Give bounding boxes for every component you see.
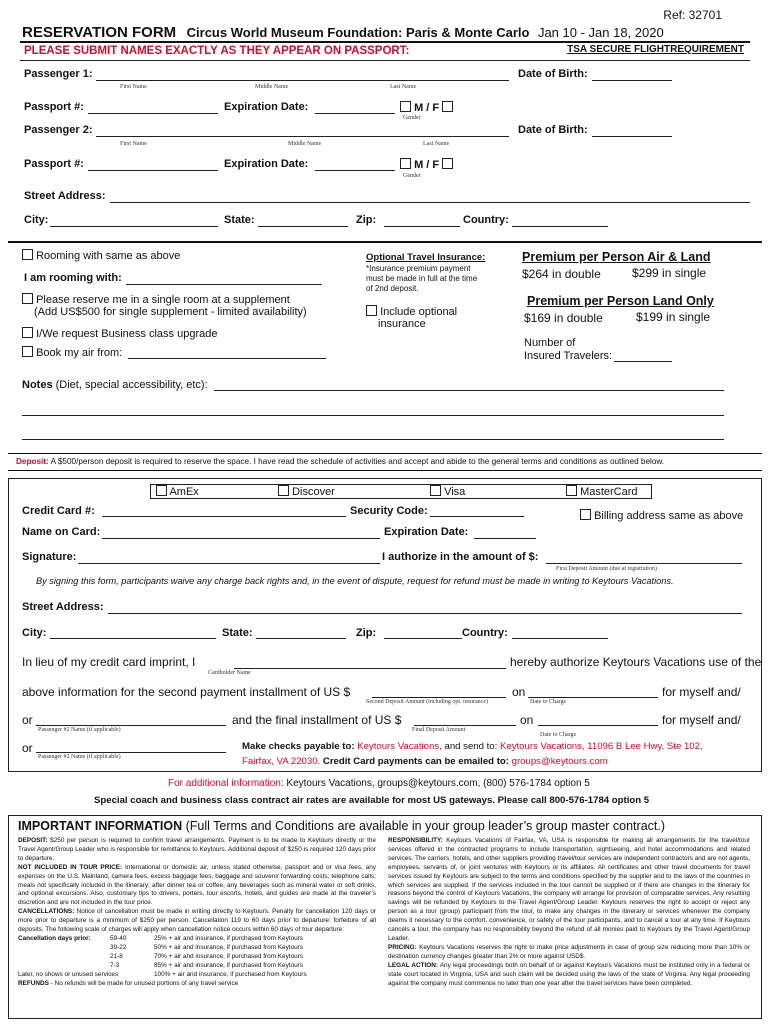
p1-female-checkbox[interactable] <box>442 101 453 112</box>
final-on-label: on <box>520 713 534 727</box>
p2-mf-label: M / F <box>414 159 440 171</box>
passenger2-passport-label: Passport #: <box>24 158 84 170</box>
email-payments-label: Credit Card payments can be emailed to: <box>322 756 509 767</box>
card-visa-option[interactable] <box>430 485 465 498</box>
p1-last-name-caption: Last Name <box>390 84 417 90</box>
passenger1-gender <box>400 101 453 114</box>
security-code-field[interactable] <box>430 516 524 517</box>
cancellations-heading: CANCELLATIONS: <box>18 908 75 916</box>
notes-line-1[interactable] <box>214 390 724 391</box>
single-room-option[interactable] <box>22 293 290 306</box>
card-expiration-field[interactable] <box>474 538 536 539</box>
deposit-label: Deposit: <box>16 457 49 466</box>
passenger2-name-field[interactable] <box>96 136 509 137</box>
card-mastercard-label: MasterCard <box>580 486 638 498</box>
credit-card-field[interactable] <box>102 516 346 517</box>
insurance-note-1: *Insurance premium payment <box>366 264 471 273</box>
form-title-sub: Circus World Museum Foundation: Paris & Monte Carlo <box>186 25 530 40</box>
card-discover-checkbox[interactable] <box>278 485 289 496</box>
notes-hint: (Diet, special accessibility, etc): <box>55 379 208 391</box>
security-code-label: Security Code: <box>350 505 428 517</box>
p2-gender-caption: Gender <box>403 173 421 179</box>
final-payment-date-field[interactable] <box>538 725 658 726</box>
passenger2-dob-field[interactable] <box>592 136 672 137</box>
important-title: IMPORTANT INFORMATION <box>18 819 183 833</box>
deposit-text: A $500/person deposit is required to reserve the space. I have read the schedule of activities and accept and abide to the general terms and conditions as outlined below. <box>50 457 665 466</box>
responsibility-terms: Keytours Vacations of Fairfax, VA, USA is responsible for making all arrangements for the travel/tour services offered in the contracted programs to include transportation, sightseeing, and hotel accommodations and related services. The carriers, hotels, and other suppliers providing travel/tour services are independent contractors and are not agents, employees, servants of, or joint ventures with Keytours or its affiliates. All certificates and other travel documents for travel services issued by Keytours are subject to the terms and conditions specified by the supplier and to the laws of the countries in which services are supplied. If the services included in the tour cannot be supplied or if there are changes in the itinerary for reasons beyond the control of Keytours Vacations, the company will arrange for provision of comparable services. Any resulting savings will be refunded by Keytours to the Travel Agent/Group Leader. Keytours reserves the right to accept or reject any person as a tour (group) participant from the tour, to make any changes in the itinerary or services whenever the company deems it necessary to the comfort, convenience, or safety of the tour participants, and to cancel a tour at any time. If Keytours cancels a tour, the company has no responsibility beyond the refund of all monies paid to Keytours by the Travel Agent/Group Leader. <box>388 837 750 942</box>
cancellation-days-heading: Cancellation days prior: <box>18 934 91 942</box>
single-room-checkbox[interactable] <box>22 293 33 304</box>
important-subtitle: (Full Terms and Conditions are available in your group leader’s group master contract.) <box>185 819 666 833</box>
responsibility-heading: RESPONSIBILITY: <box>388 837 443 844</box>
passenger2-dob-label: Date of Birth: <box>518 124 588 136</box>
street-address-label: Street Address: <box>24 190 106 202</box>
additional-info-text: : Keytours Vacations, groups@keytours.com, (800) 576-1784 option 5 <box>280 778 590 789</box>
insured-travelers-label-1: Number of <box>524 337 576 349</box>
payment-street-field[interactable] <box>108 613 742 614</box>
passenger1-expiration-label: Expiration Date: <box>224 101 309 113</box>
signature-label: Signature: <box>22 551 77 563</box>
include-insurance-label: Include optional <box>380 306 458 318</box>
single-room-label: Please reserve me in a single room at a supplement <box>36 294 290 306</box>
rooming-with-label: I am rooming with: <box>24 272 122 284</box>
name-on-card-label: Name on Card: <box>22 526 101 538</box>
form-title-bold: RESERVATION FORM <box>22 24 177 41</box>
form-title <box>22 24 664 42</box>
checks-payable-label: Make checks payable to: <box>242 741 355 752</box>
book-air-field[interactable] <box>128 358 326 359</box>
street-address-field[interactable] <box>110 202 750 203</box>
passenger1-passport-label: Passport #: <box>24 101 84 113</box>
passenger2-label: Passenger 2: <box>24 124 93 136</box>
payment-country-label: Country: <box>462 627 508 639</box>
cancel-days-3: 7-3 <box>110 961 120 969</box>
notes-line-2[interactable] <box>22 415 724 416</box>
payment-city-field[interactable] <box>50 638 216 639</box>
cancel-days-1: 39-22 <box>110 943 127 951</box>
rooming-same-option[interactable] <box>22 249 180 262</box>
for-myself-label-2: for myself and/ <box>662 713 741 727</box>
passenger2-passport-field[interactable] <box>88 170 218 171</box>
passenger1-dob-label: Date of Birth: <box>518 68 588 80</box>
business-upgrade-label: I/We request Business class upgrade <box>36 328 218 340</box>
pricing-terms: Keytours Vacations reserves the right to make price adjustments in case of group size reducing more than 10% or destination currency changes greater than 2% or more against USD$. <box>388 943 750 960</box>
second-payment-amount-field[interactable] <box>372 697 506 698</box>
book-air-option[interactable] <box>22 346 122 359</box>
p1-middle-name-caption: Middle Name <box>255 84 289 90</box>
p2-middle-name-caption: Middle Name <box>288 141 322 147</box>
card-amex-checkbox[interactable] <box>156 485 167 496</box>
cancel-charge-2: 70% + air and insurance, if purchased from Keytours <box>154 952 304 960</box>
deposit-line <box>16 457 664 466</box>
hereby-label: hereby authorize Keytours Vacations use of the <box>510 655 762 669</box>
passenger1-name-field[interactable] <box>96 80 509 81</box>
card-amex-option[interactable] <box>156 485 199 498</box>
above-info-label: above information for the second payment installment of US $ <box>22 685 351 699</box>
billing-same-label: Billing address same as above <box>594 510 744 522</box>
payment-state-label: State: <box>222 627 253 639</box>
card-mastercard-checkbox[interactable] <box>566 485 577 496</box>
checks-line-2 <box>242 756 608 767</box>
card-visa-label: Visa <box>444 486 466 498</box>
passenger1-passport-field[interactable] <box>88 113 218 114</box>
cardholder-name-field[interactable] <box>234 668 506 669</box>
include-insurance-option[interactable] <box>366 305 457 318</box>
state-field[interactable] <box>258 226 348 227</box>
premium-land-double: $169 in double <box>524 311 603 325</box>
date-to-charge-caption-1: Date to Charge <box>530 699 567 705</box>
cancel-days-2: 21-8 <box>110 952 123 960</box>
final-installment-label: and the final installment of US $ <box>232 713 402 727</box>
additional-info-label: For additional information <box>168 778 281 789</box>
cancel-charge-0: 25% + air and insurance, if purchased from Keytours <box>154 934 304 942</box>
include-insurance-label-2: insurance <box>378 318 426 330</box>
for-myself-label-1: for myself and/ <box>662 685 741 699</box>
email-payments-address[interactable]: groups@keytours.com <box>511 756 608 767</box>
deposit-heading: DEPOSIT: <box>18 837 48 844</box>
passenger2-name-payment-field-2[interactable] <box>36 752 226 753</box>
passenger2-gender <box>400 158 453 171</box>
p1-gender-caption: Gender <box>403 115 421 121</box>
passenger1-expiration-field[interactable] <box>315 113 395 114</box>
credit-card-label: Credit Card #: <box>22 505 95 517</box>
passenger2-caption-1: Passenger #2 Name (if applicable) <box>38 727 121 733</box>
payment-street-label: Street Address: <box>22 601 104 613</box>
final-payment-amount-field[interactable] <box>414 725 516 726</box>
authorize-label: I authorize in the amount of $: <box>382 551 539 563</box>
cancel-days-0: 59-40 <box>110 934 127 942</box>
ref-number: Ref: 32701 <box>663 8 722 22</box>
rooming-same-checkbox[interactable] <box>22 249 33 260</box>
insurance-note-3: of 2nd deposit. <box>366 284 419 293</box>
premium-air-land-title: Premium per Person Air & Land <box>522 250 711 264</box>
notes-label <box>22 379 208 391</box>
zip-field[interactable] <box>384 226 460 227</box>
not-included-heading: NOT INCLUDED IN TOUR PRICE: <box>18 863 123 871</box>
insured-travelers-label-2: Insured Travelers: <box>524 350 613 362</box>
card-discover-option[interactable] <box>278 485 335 498</box>
insured-travelers-field[interactable] <box>614 361 672 362</box>
second-payment-date-field[interactable] <box>528 697 658 698</box>
card-expiration-label: Expiration Date: <box>384 526 469 538</box>
cardholder-caption: Cardholder Name <box>208 670 251 676</box>
deposit-terms: $250 per person is required to confirm travel arrangements. Payment is to be made to Keytours directly or the Travel Agent/Group Leader who is responsible for remittance to Keytours. Additional deposit of $250 is required 120 days prior to departure. <box>18 837 376 862</box>
insurance-title: Optional Travel Insurance: <box>366 252 486 263</box>
p1-first-name-caption: First Name <box>120 84 147 90</box>
payment-section <box>8 478 762 772</box>
authorize-amount-field[interactable] <box>546 563 742 564</box>
p1-mf-label: M / F <box>414 102 440 114</box>
checks-city: Fairfax, VA 22030. <box>242 756 321 767</box>
notes-line-3[interactable] <box>22 439 724 440</box>
book-air-checkbox[interactable] <box>22 346 33 357</box>
notes-title: Notes <box>22 379 53 391</box>
city-field[interactable] <box>50 226 218 227</box>
refunds-terms: - No refunds will be made for unused portions of any travel service <box>50 979 239 987</box>
payment-zip-field[interactable] <box>384 638 462 639</box>
tsa-notice: TSA SECURE FLIGHTREQUIREMENT <box>567 44 744 55</box>
not-included-terms: International or domestic air, unless stated otherwise, passport and or visa fees, any expenses on the U.S. Mainland, camera fees, excess baggage fees, baggage and souvenir forwarding costs; telephone calls; meals not specifically included in the itinerary; after dinner tea or coffee, any beverages such as mineral water or soft drinks, and optional excursions. Also, customary tips to drivers, porters, tour escorts, hotels, and guides are made at the traveler’s discretion and are not included in the tour price. <box>18 863 376 907</box>
or-label-1: or <box>22 713 33 727</box>
cancel-charge-3: 85% + air and insurance, if purchased from Keytours <box>154 961 304 969</box>
refunds-heading: REFUNDS <box>18 979 49 987</box>
p2-female-checkbox[interactable] <box>442 158 453 169</box>
payment-city-label: City: <box>22 627 47 639</box>
important-right-column <box>388 837 750 988</box>
checks-line-1 <box>242 741 703 752</box>
billing-same-option[interactable] <box>580 509 743 522</box>
additional-info-line <box>168 778 590 789</box>
second-on-label: on <box>512 685 526 699</box>
billing-same-checkbox[interactable] <box>580 509 591 520</box>
or-label-2: or <box>22 741 33 755</box>
passenger2-name-payment-field-1[interactable] <box>36 725 226 726</box>
passenger1-dob-field[interactable] <box>592 80 672 81</box>
signature-field[interactable] <box>78 563 380 564</box>
cancel-charge-1: 50% + air and insurance, if purchased from Keytours <box>154 943 304 951</box>
country-label: Country: <box>463 214 509 226</box>
date-to-charge-caption-2: Date to Charge <box>540 732 577 738</box>
payment-state-field[interactable] <box>256 638 346 639</box>
single-supplement-note: (Add US$500 for single supplement - limited availability) <box>34 306 307 318</box>
premium-land-single: $199 in single <box>636 310 711 324</box>
insurance-note-2: must be made in full at the time <box>366 274 478 283</box>
final-deposit-caption: Final Deposit Amount <box>412 727 466 733</box>
legal-action-heading: LEGAL ACTION: <box>388 961 439 969</box>
cancel-days-4: Later, no shows or unused services <box>18 970 119 978</box>
passenger2-expiration-label: Expiration Date: <box>224 158 309 170</box>
p2-last-name-caption: Last Name <box>423 141 450 147</box>
card-mastercard-option[interactable] <box>566 485 638 498</box>
name-on-card-field[interactable] <box>102 538 380 539</box>
country-field[interactable] <box>512 226 608 227</box>
p2-first-name-caption: First Name <box>120 141 147 147</box>
business-upgrade-option[interactable] <box>22 327 217 340</box>
payment-zip-label: Zip: <box>356 627 377 639</box>
pricing-heading: PRICING: <box>388 943 417 951</box>
book-air-label: Book my air from: <box>36 347 123 359</box>
first-deposit-caption: First Deposit Amount (due at registration) <box>556 566 657 572</box>
waive-statement: By signing this form, participants waive any charge back rights and, in the event of dispute, request for refund must be made in writing to Keytours Vacations. <box>36 576 674 586</box>
important-left-column <box>18 837 376 988</box>
business-upgrade-checkbox[interactable] <box>22 327 33 338</box>
card-discover-label: Discover <box>292 486 335 498</box>
p1-male-checkbox[interactable] <box>400 101 411 112</box>
coach-rates-note: Special coach and business class contract air rates are available for most US gateways. Please call 800-576-1784 option 5 <box>94 795 650 806</box>
passenger2-expiration-field[interactable] <box>315 170 395 171</box>
cancel-charge-4: 100% + air and insurance, if purchased from Keytours <box>154 970 307 978</box>
cancellations-terms: Notice of cancellation must be made in writing directly to Keytours. Penalty for cancellation 120 days or more prior to departure is a minimum of $250 per person. Cancellation 119 to 60 days prior to departure: forfeiture of all deposits. The following scale of charges will apply when cancellation notice occurs within 60 days of tour departure: <box>18 908 377 934</box>
passenger2-caption-2: Passenger #2 Name (if applicable) <box>38 754 121 760</box>
checks-address: Keytours Vacations, 11096 B Lee Hwy, Ste 102, <box>499 741 703 752</box>
p2-male-checkbox[interactable] <box>400 158 411 169</box>
card-visa-checkbox[interactable] <box>430 485 441 496</box>
legal-action-terms: Any legal proceedings both on behalf of or against Keytours Vacations must be instituted only in a federal or state court located in Virginia, USA and such claim will be decided using the laws of the state of Virginia. Any legal proceeding against the company must commence no later than one year after the travel services have been completed. <box>388 961 750 987</box>
tour-dates: Jan 10 - Jan 18, 2020 <box>537 25 664 40</box>
rooming-same-label: Rooming with same as above <box>36 250 181 262</box>
rooming-with-field[interactable] <box>126 284 322 285</box>
checks-payee: Keytours Vacations, <box>357 741 442 752</box>
second-deposit-caption: Second Deposit Amount (including opt. insurance) <box>366 699 488 705</box>
lieu-label: In lieu of my credit card imprint, I <box>22 655 196 669</box>
checks-send-to: and send to: <box>444 741 498 752</box>
important-header <box>18 819 665 833</box>
passenger1-label: Passenger 1: <box>24 68 93 80</box>
city-label: City: <box>24 214 49 226</box>
payment-country-field[interactable] <box>512 638 608 639</box>
premium-land-title: Premium per Person Land Only <box>527 294 714 308</box>
zip-label: Zip: <box>356 214 377 226</box>
include-insurance-checkbox[interactable] <box>366 305 377 316</box>
passport-notice: PLEASE SUBMIT NAMES EXACTLY AS THEY APPEAR ON PASSPORT: <box>24 45 410 57</box>
card-amex-label: AmEx <box>169 486 199 498</box>
premium-air-single: $299 in single <box>632 266 707 280</box>
state-label: State: <box>224 214 255 226</box>
premium-air-double: $264 in double <box>522 267 601 281</box>
